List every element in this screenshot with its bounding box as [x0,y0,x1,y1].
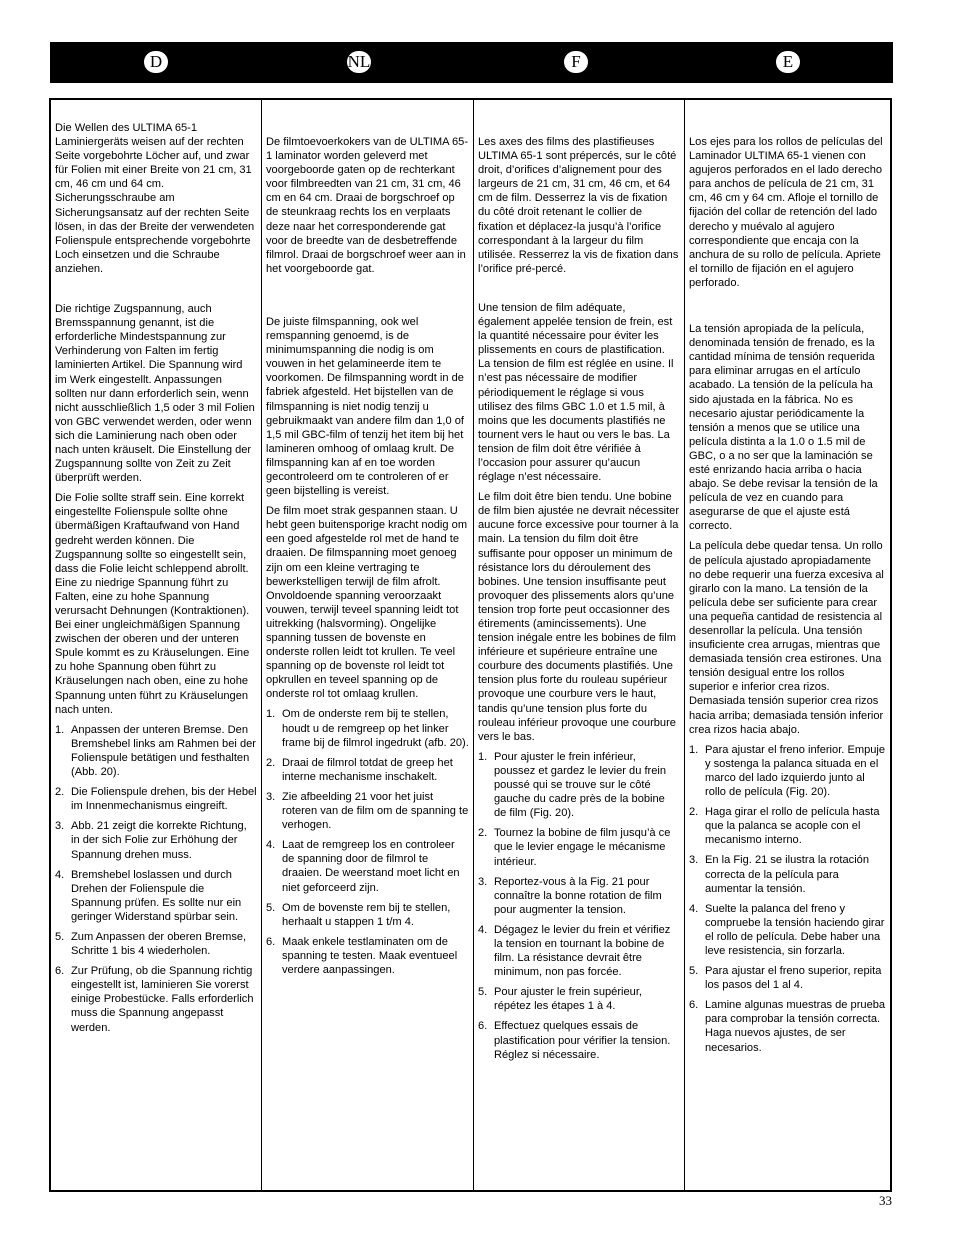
list-item: 3. Zie afbeelding 21 voor het juist roteren van de film om de spanning te verhogen. [266,790,469,832]
list-item: 1. Om de onderste rem bij te stellen, houdt u de remgreep op het linker frame bij de filmrol ingedrukt (afb. 20). [266,708,469,749]
language-header-bar [50,42,893,83]
paragraph-tension-intro: De juiste filmspanning, ook wel remspanning genoemd, is de minimumspanning die nodig is om vouwen in het gelamineerde item te voorkomen. De filmspanning wordt in de fabriek afgesteld. Het bijstellen van de filmspanning is niet nodig tenzij u gebruikmaakt van andere film dan 1,0 of 1,5 mil GBC-film of tenzij het item bij het lamineren omhoog of omlaag krult. De filmspanning kan af en toe worden gecontroleerd om te controleren of er geen bijstelling is vereist. [266,315,464,498]
paragraph-tension-intro: La tensión apropiada de la película, denominada tensión de frenado, es la cantidad mínima de tensión requerida para eliminar arrugas en el artículo acabado. La tensión de la película ha sido ajustada en la fábrica. No es necesario ajustar periódicamente la tensión a menos que se utilice una película distinta a la 1.0 o 1.5 mil de GBC, o a no ser que la laminación se esté enrizando hacia arriba o hacia abajo. Se debe revisar la tensión de la película de vez en cuando para asegurarse de que el ajuste está correcto. [689,323,878,533]
paragraph-tension-detail: La película debe quedar tensa. Un rollo de película ajustado apropiadamente no debe requerir una fuerza excesiva al girarlo con la mano. La tensión de la película debe ser suficiente para crear una pequeña cantidad de resistencia al desenrollar la película. Una tensión insuficiente crea arrugas, mientras que demasiada tensión crea estirones. Una tensión desigual entre los rollos superior e inferior crea rizos. Demasiada tensión superior crea rizos hacia arriba; demasiada tensión inferior crea rizos hacia abajo. [689,540,884,736]
lang-tab-d: D [144,51,168,73]
steps-list [689,743,886,1055]
lang-tab-e: E [776,51,800,73]
lang-tab-f: F [564,51,588,73]
column-spanish [684,100,890,1190]
column-french [473,100,684,1190]
page-number: 33 [879,1193,892,1208]
steps-list [478,750,680,1062]
column-german [51,100,261,1190]
list-item: 4. Dégagez le levier du frein et vérifiez la tension en tournant la bobine de film. La résistance devrait être minimum, non pas forcée. [478,923,671,979]
paragraph-tension-intro: Die richtige Zugspannung, auch Bremsspannung genannt, ist die erforderliche Mindestspannung zur Verhinderung von Falten im fertig laminierten Artikel. Die Spannung wird im Werk eingestellt. Anpassungen sollten nur dann erforderlich sein, wenn nicht ausschließlich 1,5 oder 3 mil Folien von GBC verwendet werden, oder wenn sich die Laminierung nach oben oder nach unten kräuselt. Die Einstellung der Zugspannung sollte von Zeit zu Zeit überprüft werden. [55,303,255,485]
list-item: 1. Pour ajuster le frein inférieur, poussez et gardez le levier du frein poussé qui se trouve sur le côté gauche du cadre près de la bobine de film (Fig. 20). [478,750,667,820]
list-item: 5. Zum Anpassen der oberen Bremse, Schritte 1 bis 4 wiederholen. [55,930,247,958]
paragraph-tension-intro: Une tension de film adéquate, également appelée tension de frein, est la quantité nécessaire pour éviter les plissements en cours de plastification. La tension de film est réglée en usine. Il n’est pas nécessaire de modifier périodiquement le réglage si vous utilisez des films GBC 1.0 et 1.5 mil, à moins que les documents plastifiés ne tournent vers le haut ou vers le bas. La tension de film doit être vérifiée à l’occasion pour assurer qu’aucun réglage n’est nécessaire. [478,301,674,484]
list-item: 6. Lamine algunas muestras de prueba para comprobar la tensión correcta. Haga nuevos ajustes, de ser necesarios. [689,999,886,1054]
list-item: 1. Anpassen der unteren Bremse. Den Bremshebel links am Rahmen bei der Folienspule betätigen und festhalten (Abb. 20). [55,723,256,779]
list-item: 2. Haga girar el rollo de película hasta que la palanca se acople con el mecanismo interno. [689,806,880,847]
paragraph-film-widths: Les axes des films des plastifieuses ULTIMA 65-1 sont prépercés, sur le côté droit, d’orifices d’alignement pour des largeurs de 21 cm, 31 cm, 46 cm, et 64 cm de film. Desserrez la vis de fixation du côté droit retenant le collier de fixation et déplacez-la jusqu’à l’orifice correspondant à la largeur du film utilisée. Resserrez la vis de fixation dans l’orifice pré-percé. [478,136,679,275]
column-dutch [261,100,473,1190]
steps-list [55,723,257,1035]
list-item: 5. Para ajustar el freno superior, repita los pasos del 1 al 4. [689,965,882,992]
paragraph-tension-detail: Le film doit être bien tendu. Une bobine de film bien ajustée ne devrait nécessiter aucune force excessive pour tourner à la main. La tension du film doit être suffisante pour opposer un minimum de résistance lors du déroulement des bobines. Une tension insuffisante peut provoquer des plissements alors qu’une tension trop forte peut occasionner des étirements (amincissements). Une tension inégale entre les bobines de film inférieure et supérieure entraîne une courbure des documents plastifiés. Une tension plus forte du rouleau supérieur provoque une courbure vers le haut, tandis qu’une tension plus forte du rouleau inférieur provoque une courbure vers le bas. [478,491,680,743]
list-item: 6. Zur Prüfung, ob die Spannung richtig eingestellt ist, laminieren Sie vorerst einige Probestücke. Falls erforderlich muss die Spannung angepasst werden. [55,965,254,1034]
list-item: 6. Maak enkele testlaminaten om de spanning te testen. Maak eventueel verdere aanpassingen. [266,935,458,976]
list-item: 3. Reportez-vous à la Fig. 21 pour connaître la bonne rotation de film pour augmenter la tension. [478,875,662,916]
paragraph-film-widths: De filmtoevoerkokers van de ULTIMA 65-1 laminator worden geleverd met voorgeboorde gaten op de rechterkant voor filmbreedten van 21 cm, 31 cm, 46 cm en 64 cm. Draai de borgschroef op de steunkraag rechts los en verplaats deze naar het corresponderende gat voor de breedte van de desbetreffende filmrol. Draai de borgschroef weer aan in het voorgeboorde gat. [266,136,469,275]
list-item: 2. Draai de filmrol totdat de greep het interne mechanisme inschakelt. [266,756,453,783]
list-item: 6. Effectuez quelques essais de plastification pour vérifier la tension. Réglez si nécessaire. [478,1020,671,1061]
list-item: 4. Bremshebel loslassen und durch Drehen der Folienspule die Spannung prüfen. Es sollte nur ein geringer Widerstand spürbar sein. [55,868,242,923]
list-item: 5. Pour ajuster le frein supérieur, répétez les étapes 1 à 4. [478,986,642,1013]
paragraph-tension-detail: De film moet strak gespannen staan. U hebt geen buitensporige kracht nodig om een goed afgestelde rol met de hand te draaien. De filmspanning moet genoeg zijn om een kleine vertraging te bewerkstelligen terwijl de film afrolt. Onvoldoende spanning veroorzaakt vouwen, terwijl teveel spanning leidt tot uitrekking (halsvorming). Ongelijke spanning tussen de bovenste en onderste rollen leidt tot krullen. Te veel spanning op de bovenste rol leidt tot opkrullen en teveel spanning op de onderste rol tot omlaag krullen. [266,505,468,701]
paragraph-film-widths: Die Wellen des ULTIMA 65-1 Laminiergeräts weisen auf der rechten Seite vorgebohrte Löcher auf, und zwar für Folien mit einer Breite von 21 cm, 31 cm, 46 cm und 64 cm. Sicherungsschraube am Sicherungsansatz auf der rechten Seite lösen, in das der Breite der verwendeten Folienspule entsprechende vorgebohrte Loch einsetzen und die Schraube anziehen. [55,122,255,275]
list-item: 4. Laat de remgreep los en controleer de spanning door de filmrol te draaien. De weerstand moet licht en niet geforceerd zijn. [266,839,460,894]
paragraph-film-widths: Los ejes para los rollos de películas del Laminador ULTIMA 65-1 vienen con agujeros perforados en el lado derecho para anchos de película de 21 cm, 31 cm, 46 cm y 64 cm. Afloje el tornillo de fijación del collar de retención del lado derecho y muévalo al agujero correspondiente que encaja con la anchura de su rollo de película. Apriete el tornillo de fijación en el agujero perforado. [689,136,883,289]
content-frame [49,98,892,1192]
paragraph-tension-detail: Die Folie sollte straff sein. Eine korrekt eingestellte Folienspule sollte ohne übermäßigen Kraftaufwand von Hand gedreht werden können. Die Zugspannung sollte so eingestellt sein, dass die Folie leicht schleppend abrollt. Eine zu niedrige Spannung führt zu Falten, eine zu hohe Spannung verursacht Dehnungen (Kontraktionen). Bei einer ungleichmäßigen Spannung zwischen der oberen und der unteren Spule kommt es zu Kräuselungen. Eine zu hohe Spannung oben führt zu Kräuselungen nach oben, eine zu hohe Spannung unten führt zu Kräuselungen nach unten. [55,492,250,716]
list-item: 1. Para ajustar el freno inferior. Empuje y sostenga la palanca situada en el marco del lado izquierdo junto al rollo de película (Fig. 20). [689,743,886,799]
list-item: 2. Tournez la bobine de film jusqu’à ce que le levier engage le mécanisme intérieur. [478,827,671,868]
list-item: 2. Die Folienspule drehen, bis der Hebel im Innenmechanismus eingreift. [55,786,257,813]
list-item: 4. Suelte la palanca del freno y compruebe la tensión haciendo girar el rollo de película. Debe haber una leve resistencia, sin forzarla. [689,902,885,957]
steps-list [266,707,469,977]
list-item: 5. Om de bovenste rem bij te stellen, herhaalt u stappen 1 t/m 4. [266,901,451,928]
list-item: 3. En la Fig. 21 se ilustra la rotación correcta de la película para aumentar la tensión. [689,854,870,895]
lang-tab-nl: NL [347,52,371,71]
list-item: 3. Abb. 21 zeigt die korrekte Richtung, in der sich Folie zur Erhöhung der Spannung drehen muss. [55,820,247,861]
